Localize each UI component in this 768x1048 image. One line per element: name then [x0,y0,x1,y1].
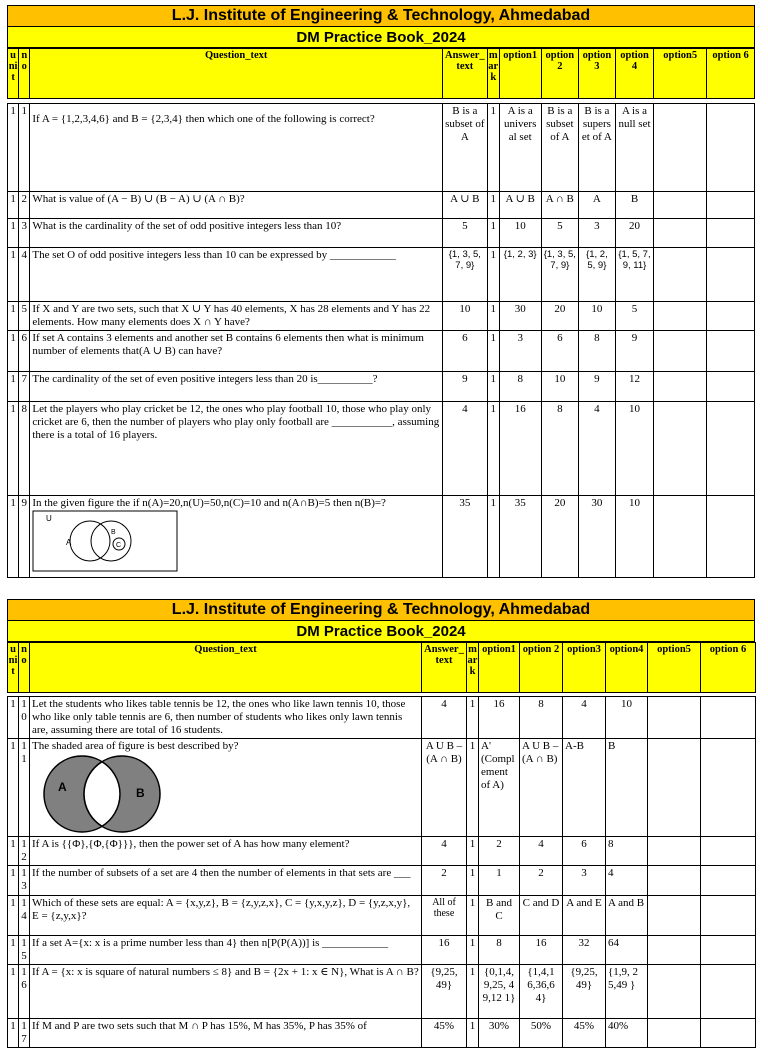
mark-cell: 1 [487,248,499,302]
mark-cell: 1 [467,1019,479,1048]
unit-cell: 1 [8,248,19,302]
option3-cell: 3 [563,866,606,896]
question-text: The shaded area of figure is best described by? [32,740,239,752]
question-cell: Let the students who likes table tennis be 12, the ones who like lawn tennis 10, those who like only table tennis are 6, then number of students who likes only lawn tennis are, assuming there are total of 16 students. [30,697,422,739]
venn-label-b: B [111,529,117,536]
option4-cell: 12 [615,372,654,402]
option5-cell [654,192,707,219]
option4-cell: B [606,739,648,837]
mark-cell: 1 [487,372,499,402]
option5-cell [654,104,707,192]
option2-cell: {1, 3, 5, 7, 9} [541,248,579,302]
option6-cell [707,219,755,248]
question-cell [30,739,422,837]
question-cell: Let the players who play cricket be 12, the ones who play football 10, those who play only cricket are 6, then the number of players who play only football are ___________, assuming there is a total of 16 players. [30,402,443,496]
question-cell: If the number of subsets of a set are 4 then the number of elements in that sets are ___ [30,866,422,896]
col-header-option5: option5 [648,643,701,693]
option1-cell: 8 [499,372,541,402]
no-cell: 16 [19,965,30,1019]
option2-cell: 50% [520,1019,563,1048]
option3-cell: 6 [563,837,606,866]
option4-cell: 10 [615,496,654,578]
mark-cell: 1 [467,866,479,896]
col-header-option2: option 2 [541,49,579,99]
unit-cell: 1 [8,697,19,739]
option5-cell [648,965,701,1019]
option4-cell: 9 [615,331,654,372]
no-cell: 12 [19,837,30,866]
option3-cell: 4 [579,402,616,496]
option3-cell: 8 [579,331,616,372]
option4-cell: A is a null set [615,104,654,192]
mark-cell: 1 [487,402,499,496]
venn-diagram-abc [32,510,178,572]
option6-cell [707,192,755,219]
answer-cell: All of these [422,896,467,936]
answer-cell: 9 [442,372,487,402]
option1-cell: 2 [479,837,520,866]
question-cell: If X and Y are two sets, such that X ∪ Y has 40 elements, X has 28 elements and Y has 22 elements. How many elements does X ∩ Y have? [30,302,443,331]
unit-cell: 1 [8,1019,19,1048]
col-header-mark: mark [487,49,499,99]
venn-label-b: B [136,786,145,800]
option1-cell: {1, 2, 3} [499,248,541,302]
unit-cell: 1 [8,936,19,965]
option5-cell [654,496,707,578]
no-cell: 4 [19,248,30,302]
option5-cell [654,372,707,402]
option6-cell [707,331,755,372]
col-header-no: no [19,643,30,693]
option1-cell: 30% [479,1019,520,1048]
no-cell: 3 [19,219,30,248]
option2-cell: 20 [541,496,579,578]
table-row [8,248,755,302]
option4-cell: 64 [606,936,648,965]
question-cell: If set A contains 3 elements and another set B contains 6 elements then what is minimum number of elements that(A ∪ B) can have? [30,331,443,372]
answer-cell: 2 [422,866,467,896]
unit-cell: 1 [8,331,19,372]
question-cell: Which of these sets are equal: A = {x,y,z}, B = {z,y,z,x}, C = {y,x,y,z}, D = {y,z,x,y}, E = {z,y,x}? [30,896,422,936]
option4-cell: {1,9, 25,49 } [606,965,648,1019]
option2-cell: B is a subset of A [541,104,579,192]
venn-label-a: A [58,780,67,794]
option4-cell: 5 [615,302,654,331]
question-cell: If a set A={x: x is a prime number less than 4} then n[P(P(A))] is ____________ [30,936,422,965]
venn-label-u: U [46,514,53,523]
option3-cell: 10 [579,302,616,331]
no-cell: 15 [19,936,30,965]
question-cell: If A is {{Φ},{Φ,{Φ}}}, then the power set of A has how many element? [30,837,422,866]
question-cell: What is value of (A − B) ∪ (B − A) ∪ (A ∩ B)? [30,192,443,219]
option2-cell: C and D [520,896,563,936]
option6-cell [707,402,755,496]
col-header-question: Question_text [30,49,443,99]
option6-cell [701,965,756,1019]
col-header-option4: option4 [615,49,654,99]
table-row [8,866,756,896]
option2-cell: A U B – (A ∩ B) [520,739,563,837]
mark-cell: 1 [487,496,499,578]
option2-cell: 10 [541,372,579,402]
col-header-unit: unit [8,49,19,99]
col-header-unit: unit [8,643,19,693]
option3-cell: 3 [579,219,616,248]
option2-cell: {1,4,1 6,36,6 4} [520,965,563,1019]
col-header-option1: option1 [499,49,541,99]
option1-cell: 10 [499,219,541,248]
answer-cell: 16 [422,936,467,965]
option1-cell: A is a universal set [499,104,541,192]
option1-cell: 16 [499,402,541,496]
unit-cell: 1 [8,104,19,192]
option6-cell [707,302,755,331]
option1-cell: A' (Complement of A) [479,739,520,837]
table-row [8,302,755,331]
option6-cell [701,739,756,837]
col-header-option1: option1 [479,643,520,693]
question-text: In the given figure the if n(A)=20,n(U)=50,n(C)=10 and n(A∩B)=5 then n(B)=? [32,497,386,509]
option5-cell [654,302,707,331]
no-cell: 5 [19,302,30,331]
option6-cell [701,866,756,896]
table-row [8,896,756,936]
option3-cell: 30 [579,496,616,578]
option3-cell: 4 [563,697,606,739]
no-cell: 10 [19,697,30,739]
unit-cell: 1 [8,219,19,248]
mark-cell: 1 [487,219,499,248]
option3-cell: A [579,192,616,219]
option5-cell [648,866,701,896]
option1-cell: 8 [479,936,520,965]
option6-cell [707,496,755,578]
mark-cell: 1 [467,936,479,965]
option3-cell: 32 [563,936,606,965]
option4-cell: B [615,192,654,219]
option1-cell: 30 [499,302,541,331]
question-table [7,642,756,1048]
option3-cell: 9 [579,372,616,402]
col-header-option5: option5 [654,49,707,99]
book-title: DM Practice Book_2024 [7,621,755,642]
no-cell: 13 [19,866,30,896]
no-cell: 9 [19,496,30,578]
table-row [8,697,756,739]
option4-cell: A and B [606,896,648,936]
option5-cell [648,697,701,739]
table-row [8,402,755,496]
option1-cell: 1 [479,866,520,896]
no-cell: 17 [19,1019,30,1048]
book-title: DM Practice Book_2024 [7,27,755,48]
option2-cell: 2 [520,866,563,896]
option5-cell [648,896,701,936]
option2-cell: 8 [541,402,579,496]
option3-cell: {1, 2, 5, 9} [579,248,616,302]
page-1 [7,5,755,578]
answer-cell: B is a subset of A [442,104,487,192]
table-row [8,496,755,578]
option2-cell: 6 [541,331,579,372]
option5-cell [654,331,707,372]
mark-cell: 1 [467,837,479,866]
mark-cell: 1 [467,965,479,1019]
no-cell: 2 [19,192,30,219]
answer-cell: {1, 3, 5, 7, 9} [442,248,487,302]
venn-diagram-symmetric-difference [32,753,172,835]
option2-cell: A ∩ B [541,192,579,219]
mark-cell: 1 [467,896,479,936]
institute-title: L.J. Institute of Engineering & Technology, Ahmedabad [7,599,755,621]
option1-cell: 35 [499,496,541,578]
option3-cell: 45% [563,1019,606,1048]
option6-cell [707,104,755,192]
answer-cell: 4 [422,837,467,866]
table-row [8,1019,756,1048]
col-header-option3: option3 [579,49,616,99]
institute-title: L.J. Institute of Engineering & Technology, Ahmedabad [7,5,755,27]
option5-cell [654,248,707,302]
unit-cell: 1 [8,402,19,496]
option5-cell [648,739,701,837]
option3-cell: A and E [563,896,606,936]
option6-cell [701,936,756,965]
unit-cell: 1 [8,896,19,936]
option1-cell: A ∪ B [499,192,541,219]
col-header-mark: mark [467,643,479,693]
no-cell: 7 [19,372,30,402]
question-text: If A = {1,2,3,4,6} and B = {2,3,4} then which one of the following is correct? [32,113,375,125]
option3-cell: {9,25, 49} [563,965,606,1019]
answer-cell: A U B – (A ∩ B) [422,739,467,837]
no-cell: 8 [19,402,30,496]
answer-cell: {9,25, 49} [422,965,467,1019]
table-row [8,104,755,192]
table-row [8,965,756,1019]
option2-cell: 4 [520,837,563,866]
option4-cell: {1, 5, 7, 9, 11} [615,248,654,302]
question-cell: The set O of odd positive integers less than 10 can be expressed by ____________ [30,248,443,302]
option4-cell: 40% [606,1019,648,1048]
question-table [7,48,755,578]
option6-cell [701,896,756,936]
option1-cell: 16 [479,697,520,739]
unit-cell: 1 [8,739,19,837]
question-cell [30,496,443,578]
mark-cell: 1 [487,302,499,331]
no-cell: 6 [19,331,30,372]
option5-cell [648,837,701,866]
page-2 [7,599,755,1045]
option2-cell: 5 [541,219,579,248]
option6-cell [707,248,755,302]
mark-cell: 1 [487,104,499,192]
option4-cell: 10 [615,402,654,496]
unit-cell: 1 [8,372,19,402]
col-header-no: no [19,49,30,99]
answer-cell: 45% [422,1019,467,1048]
option5-cell [648,1019,701,1048]
option6-cell [701,837,756,866]
unit-cell: 1 [8,965,19,1019]
no-cell: 11 [19,739,30,837]
unit-cell: 1 [8,496,19,578]
table-row [8,372,755,402]
col-header-option3: option3 [563,643,606,693]
unit-cell: 1 [8,192,19,219]
question-cell: What is the cardinality of the set of odd positive integers less than 10? [30,219,443,248]
col-header-option6: option 6 [701,643,756,693]
col-header-answer: Answer_text [442,49,487,99]
col-header-option6: option 6 [707,49,755,99]
answer-cell: 4 [422,697,467,739]
mark-cell: 1 [467,739,479,837]
option3-cell: A-B [563,739,606,837]
option6-cell [707,372,755,402]
option2-cell: 20 [541,302,579,331]
table-row [8,739,756,837]
option3-cell: B is a superset of A [579,104,616,192]
option1-cell: {0,1,4,9,25, 49,12 1} [479,965,520,1019]
answer-cell: A ∪ B [442,192,487,219]
option4-cell: 4 [606,866,648,896]
no-cell: 1 [19,104,30,192]
answer-cell: 10 [442,302,487,331]
answer-cell: 4 [442,402,487,496]
answer-cell: 35 [442,496,487,578]
option5-cell [654,402,707,496]
option4-cell: 8 [606,837,648,866]
question-cell: If A = {x: x is square of natural numbers ≤ 8} and B = {2x + 1: x ∈ N}, What is A ∩ B? [30,965,422,1019]
answer-cell: 6 [442,331,487,372]
venn-label-c: C [116,542,122,549]
mark-cell: 1 [467,697,479,739]
col-header-option2: option 2 [520,643,563,693]
option5-cell [654,219,707,248]
table-row [8,936,756,965]
col-header-option4: option4 [606,643,648,693]
mark-cell: 1 [487,331,499,372]
question-cell: If M and P are two sets such that M ∩ P has 15%, M has 35%, P has 35% of [30,1019,422,1048]
table-row [8,192,755,219]
question-cell: The cardinality of the set of even positive integers less than 20 is__________? [30,372,443,402]
option2-cell: 16 [520,936,563,965]
option5-cell [648,936,701,965]
option6-cell [701,697,756,739]
option4-cell: 20 [615,219,654,248]
no-cell: 14 [19,896,30,936]
col-header-question: Question_text [30,643,422,693]
col-header-answer: Answer_text [422,643,467,693]
mark-cell: 1 [487,192,499,219]
table-row [8,331,755,372]
option6-cell [701,1019,756,1048]
unit-cell: 1 [8,837,19,866]
table-row [8,837,756,866]
answer-cell: 5 [442,219,487,248]
venn-label-a: A [66,538,72,547]
option2-cell: 8 [520,697,563,739]
option4-cell: 10 [606,697,648,739]
option1-cell: B and C [479,896,520,936]
question-cell [30,104,443,192]
option1-cell: 3 [499,331,541,372]
table-row [8,219,755,248]
unit-cell: 1 [8,866,19,896]
unit-cell: 1 [8,302,19,331]
